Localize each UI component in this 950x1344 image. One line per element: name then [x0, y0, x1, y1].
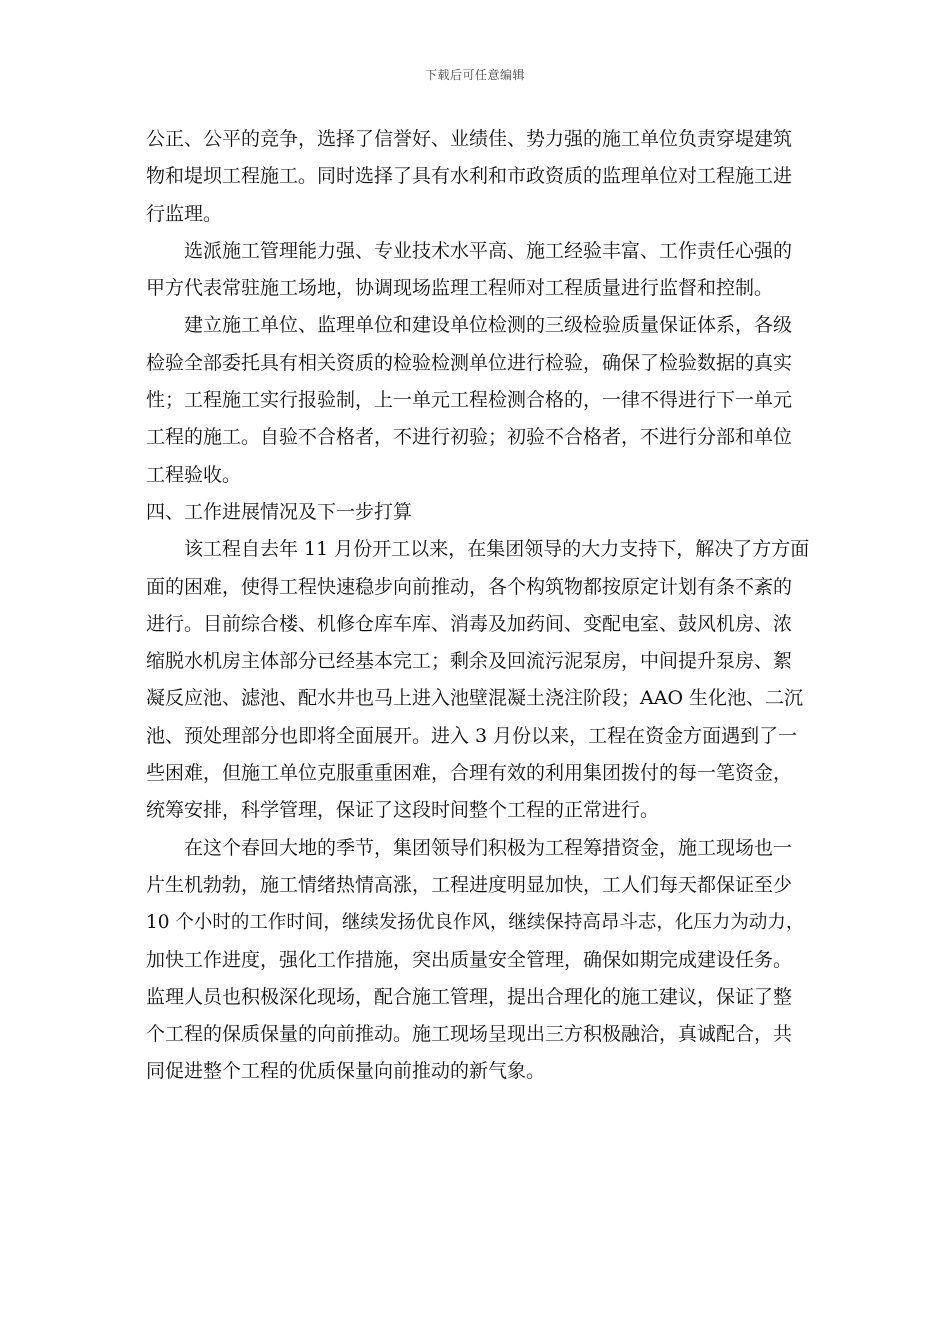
text-line: 工程验收。 — [146, 463, 242, 486]
text-line: 片生机勃勃，施工情绪热情高涨，工程进度明显加快，工人们每天都保证至少 — [146, 873, 793, 896]
text-line: 在这个春回大地的季节，集团领导们积极为工程筹措资金，施工现场也一 — [184, 836, 793, 859]
text-line: 些困难，但施工单位克服重重困难，合理有效的利用集团拨付的每一笔资金， — [146, 762, 793, 785]
text-line: 面的困难，使得工程快速稳步向前推动，各个构筑物都按原定计划有条不紊的 — [146, 575, 793, 598]
text-line: 性；工程施工实行报验制，上一单元工程检测合格的，一律不得进行下一单元 — [146, 389, 793, 412]
text-line: 选派施工管理能力强、专业技术水平高、施工经验丰富、工作责任心强的 — [184, 239, 793, 262]
text-line: 池、预处理部分也即将全面展开。进入 3 月份以来，工程在资金方面遇到了一 — [146, 724, 798, 747]
text-line: 公正、公平的竞争，选择了信誉好、业绩佳、势力强的施工单位负责穿堤建筑 — [146, 128, 793, 150]
text-line: 凝反应池、滤池、配水井也马上进入池壁混凝土浇注阶段；AAO 生化池、二沉 — [146, 687, 804, 710]
text-line: 行监理。 — [146, 202, 223, 225]
text-line: 个工程的保质保量的向前推动。施工现场呈现出三方积极融洽，真诚配合，共 — [146, 1023, 793, 1046]
text-line: 缩脱水机房主体部分已经基本完工；剩余及回流污泥泵房，中间提升泵房、絮 — [146, 650, 793, 673]
text-line: 建立施工单位、监理单位和建设单位检测的三级检验质量保证体系，各级 — [184, 314, 793, 337]
page-header: 下载后可任意编辑 — [424, 68, 525, 82]
text-line: 10 个小时的工作时间，继续发扬优良作风，继续保持高昂斗志，化压力为动力， — [146, 912, 805, 934]
section-heading: 四、工作进展情况及下一步打算 — [146, 500, 413, 523]
text-line: 工程的施工。自验不合格者，不进行初验；初验不合格者，不进行分部和单位 — [146, 426, 793, 449]
text-line: 同促进整个工程的优质保量向前推动的新气象。 — [146, 1060, 546, 1083]
text-line: 加快工作进度，强化工作措施，突出质量安全管理，确保如期完成建设任务。 — [146, 948, 793, 971]
text-line: 统筹安排，科学管理，保证了这段时间整个工程的正常进行。 — [146, 799, 660, 822]
text-line: 检验全部委托具有相关资质的检验检测单位进行检验，确保了检验数据的真实 — [146, 351, 793, 374]
text-line: 该工程自去年 11 月份开工以来，在集团领导的大力支持下，解决了方方面 — [184, 538, 810, 561]
document-body — [146, 121, 810, 1091]
text-line: 进行。目前综合楼、机修仓库车库、消毒及加药间、变配电室、鼓风机房、浓 — [146, 612, 793, 635]
text-line: 物和堤坝工程施工。同时选择了具有水利和市政资质的监理单位对工程施工进 — [146, 165, 793, 188]
text-line: 监理人员也积极深化现场，配合施工管理，提出合理化的施工建议，保证了整 — [146, 985, 793, 1008]
text-line: 甲方代表常驻施工场地，协调现场监理工程师对工程质量进行监督和控制。 — [146, 277, 774, 300]
